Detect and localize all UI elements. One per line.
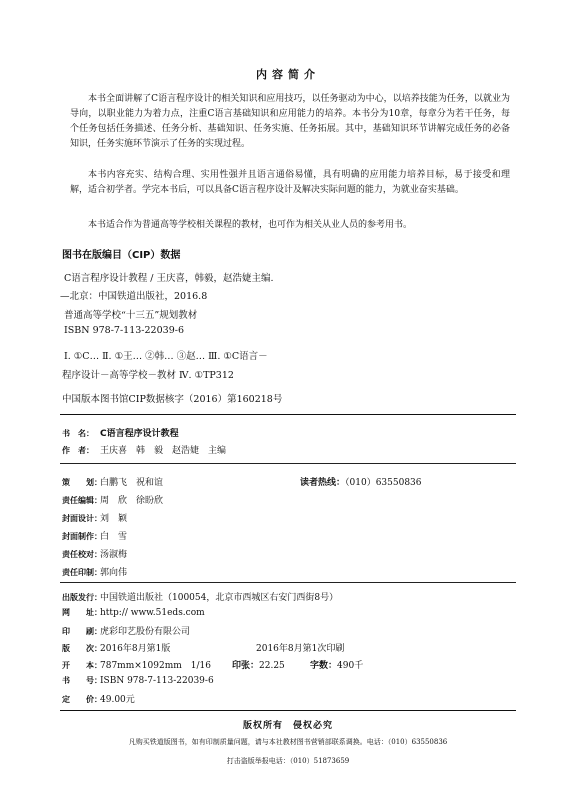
format-row	[62, 658, 211, 671]
intro-paragraph-3: 本书适合作为普通高等学校相关课程的教材，也可作为相关从业人员的参考用书。	[88, 220, 413, 230]
staff-value: 白 雪	[100, 532, 128, 542]
intro-paragraph-2: 本书内容充实、结构合理、实用性强并且语言通俗易懂，具有明确的应用能力培养目标，易于接受和理解，适合初学者。学完本书后，可以具备C语言程序设计及解决实际问题的能力，为就业奋实基础。	[70, 170, 510, 195]
reader-hotline	[300, 475, 422, 488]
cip-line-classification-1: Ⅰ. ①C… Ⅱ. ①王… ②韩… ③赵… Ⅲ. ①C语言－	[64, 351, 268, 362]
sheets-label: 印张：	[232, 661, 260, 671]
printing-value: 2016年8月第1次印刷	[256, 644, 345, 654]
staff-label: 策 划：	[62, 478, 102, 487]
reader-hotline-label: 读者热线：	[300, 478, 346, 488]
divider-bottom	[60, 710, 516, 711]
staff-label: 封面制作：	[62, 532, 102, 541]
staff-value: 郭向伟	[100, 568, 128, 578]
website-value: http:// www.51eds.com	[100, 608, 205, 618]
book-author-value: 王庆喜 韩 毅 赵浩婕 主编	[100, 446, 227, 456]
edition-value: 2016年8月第1版	[100, 644, 171, 654]
cip-line-series: 普通高等学校“十三五”规划教材	[64, 310, 198, 321]
staff-row-cover-production	[62, 529, 127, 542]
price-label: 定 价：	[62, 695, 102, 704]
reader-hotline-value: （010）63550836	[345, 478, 422, 488]
isbn-label: 书 号：	[62, 676, 102, 685]
sheets-value: 22.25	[259, 661, 285, 671]
cip-line-publisher: —北京：中国铁道出版社，2016.8	[60, 291, 208, 302]
divider-top	[60, 414, 516, 415]
website-label: 网 址：	[62, 608, 102, 617]
edition-row	[62, 641, 170, 654]
words-label: 字数：	[310, 661, 338, 671]
publisher-value: 中国铁道出版社（100054，北京市西城区右安门西街8号）	[100, 593, 339, 603]
staff-row-editor	[62, 493, 163, 506]
staff-label: 封面设计：	[62, 514, 102, 523]
staff-value: 白鹏飞 祝和谊	[100, 478, 164, 488]
staff-row-proofreader	[62, 547, 127, 560]
cip-line-title: C语言程序设计教程 / 王庆喜，韩毅，赵浩婕主编.	[64, 273, 274, 284]
cip-line-isbn: ISBN 978-7-113-22039-6	[64, 325, 184, 336]
staff-label: 责任校对：	[62, 550, 102, 559]
price-value: 49.00元	[100, 695, 135, 705]
book-title-label: 书 名：	[62, 429, 94, 438]
edition-label: 版 次：	[62, 644, 102, 653]
publisher-row	[62, 590, 338, 603]
divider-staff	[60, 463, 516, 464]
staff-row-cover-design	[62, 511, 127, 524]
publisher-label: 出版发行：	[62, 593, 102, 602]
printer-row	[62, 624, 190, 637]
format-value: 787mm×1092mm 1/16	[100, 661, 211, 671]
format-label: 开 本：	[62, 661, 102, 670]
intro-paragraph-1: 本书全面讲解了C语言程序设计的相关知识和应用技巧，以任务驱动为中心，以培养技能为任务，以就业为导向，以职业能力为着力点，注重C语言基础知识和应用能力的培养。本书分为10章，每章分为若干任务，每个任务包括任务描述、任务分析、基础知识、任务实施、任务拓展。其中，基础知识环节讲解完成任务的必备知识，任务实施环节演示了任务的实现过程。	[70, 94, 510, 149]
printer-value: 虎彩印艺股份有限公司	[100, 627, 191, 637]
words-value: 490千	[337, 661, 364, 671]
quality-notice: 凡购买铁道版图书，如有印制质量问题，请与本社教材图书营销部联系调换。电话：（010）63550836	[128, 738, 448, 746]
website-row	[62, 607, 205, 618]
book-author-label: 作 者：	[62, 446, 94, 455]
book-title-value: C语言程序设计教程	[100, 429, 179, 439]
book-title-row	[62, 426, 179, 439]
cip-line-classification-2: 程序设计－高等学校－教材 Ⅳ. ①TP312	[62, 370, 234, 381]
staff-value: 汤淑梅	[100, 550, 128, 560]
staff-value: 周 欣 徐盼欣	[100, 496, 164, 506]
staff-label: 责任编辑：	[62, 496, 102, 505]
copyright-notice: 版权所有 侵权必究	[242, 721, 333, 731]
staff-row-planner	[62, 475, 163, 488]
anti-piracy-hotline: 打击盗版举报电话：（010）51873659	[226, 757, 350, 765]
staff-label: 责任印制：	[62, 568, 102, 577]
sheets-info	[232, 658, 285, 671]
words-info	[310, 658, 363, 671]
isbn-value: ISBN 978-7-113-22039-6	[100, 676, 214, 686]
cip-line-record-number: 中国版本图书馆CIP数据核字（2016）第160218号	[62, 394, 283, 405]
price-row	[62, 692, 135, 705]
staff-row-printing-supervisor	[62, 565, 127, 578]
isbn-row	[62, 675, 214, 686]
divider-publishing	[60, 582, 516, 583]
book-author-row	[62, 443, 226, 456]
cip-heading: 图书在版编目（CIP）数据	[62, 250, 181, 261]
staff-value: 刘 颖	[100, 514, 128, 524]
intro-title: 内容简介	[256, 68, 320, 81]
printer-label: 印 刷：	[62, 627, 102, 636]
